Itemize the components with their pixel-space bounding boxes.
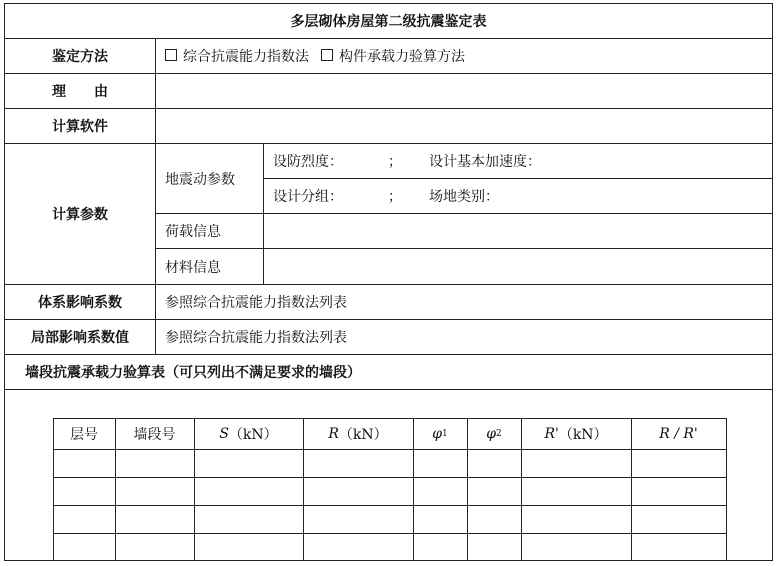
reason-field[interactable]: [156, 74, 772, 108]
design-group-label: 设计分组：: [273, 189, 343, 205]
separator-semicolon: ；: [388, 154, 402, 170]
checkbox-icon[interactable]: [321, 49, 333, 61]
wall-section-title: 墙段抗震承载力验算表（可只列出不满足要求的墙段）: [25, 365, 361, 381]
col-header-ratio: R / R': [659, 426, 698, 442]
wall-table: [53, 418, 727, 561]
col-header-phi2: φ 2: [486, 426, 502, 442]
software-label: 计算软件: [52, 119, 108, 135]
system-factor-value: 参照综合抗震能力指数法列表: [165, 295, 347, 311]
load-info-field[interactable]: [264, 214, 772, 248]
material-info-label: 材料信息: [165, 259, 221, 276]
local-factor-value: 参照综合抗震能力指数法列表: [165, 330, 347, 346]
method-option-member[interactable]: [321, 46, 465, 66]
form-title: 多层砌体房屋第二级抗震鉴定表: [290, 14, 487, 30]
col-header-r: R （kN）: [328, 426, 388, 443]
method-option-member-label: 构件承载力验算方法: [339, 49, 465, 65]
separator-semicolon: ；: [388, 189, 402, 205]
checkbox-icon[interactable]: [165, 49, 177, 61]
appraisal-form: [4, 3, 773, 561]
software-field[interactable]: [156, 109, 772, 143]
col-header-phi1: φ 1: [432, 426, 448, 442]
acceleration-label: 设计基本加速度：: [429, 154, 541, 170]
system-factor-label: 体系影响系数: [38, 295, 122, 311]
col-header-wall: 墙段号: [133, 427, 176, 443]
site-class-label: 场地类别：: [429, 189, 499, 205]
col-header-floor: 层号: [70, 427, 98, 443]
method-option-index-label: 综合抗震能力指数法: [183, 49, 309, 65]
col-header-s: S （kN）: [219, 426, 278, 443]
intensity-label: 设防烈度：: [273, 154, 343, 170]
reason-label: 理由: [52, 84, 136, 100]
col-header-r-prime: R' （kN）: [544, 426, 608, 443]
seismic-label: 地震动参数: [165, 171, 235, 188]
method-label: 鉴定方法: [52, 49, 108, 65]
params-label: 计算参数: [52, 207, 108, 223]
method-options: [165, 39, 765, 73]
method-option-index[interactable]: [165, 46, 309, 66]
local-factor-label: 局部影响系数值: [31, 330, 129, 346]
material-info-field[interactable]: [264, 249, 772, 284]
load-info-label: 荷载信息: [165, 224, 221, 240]
